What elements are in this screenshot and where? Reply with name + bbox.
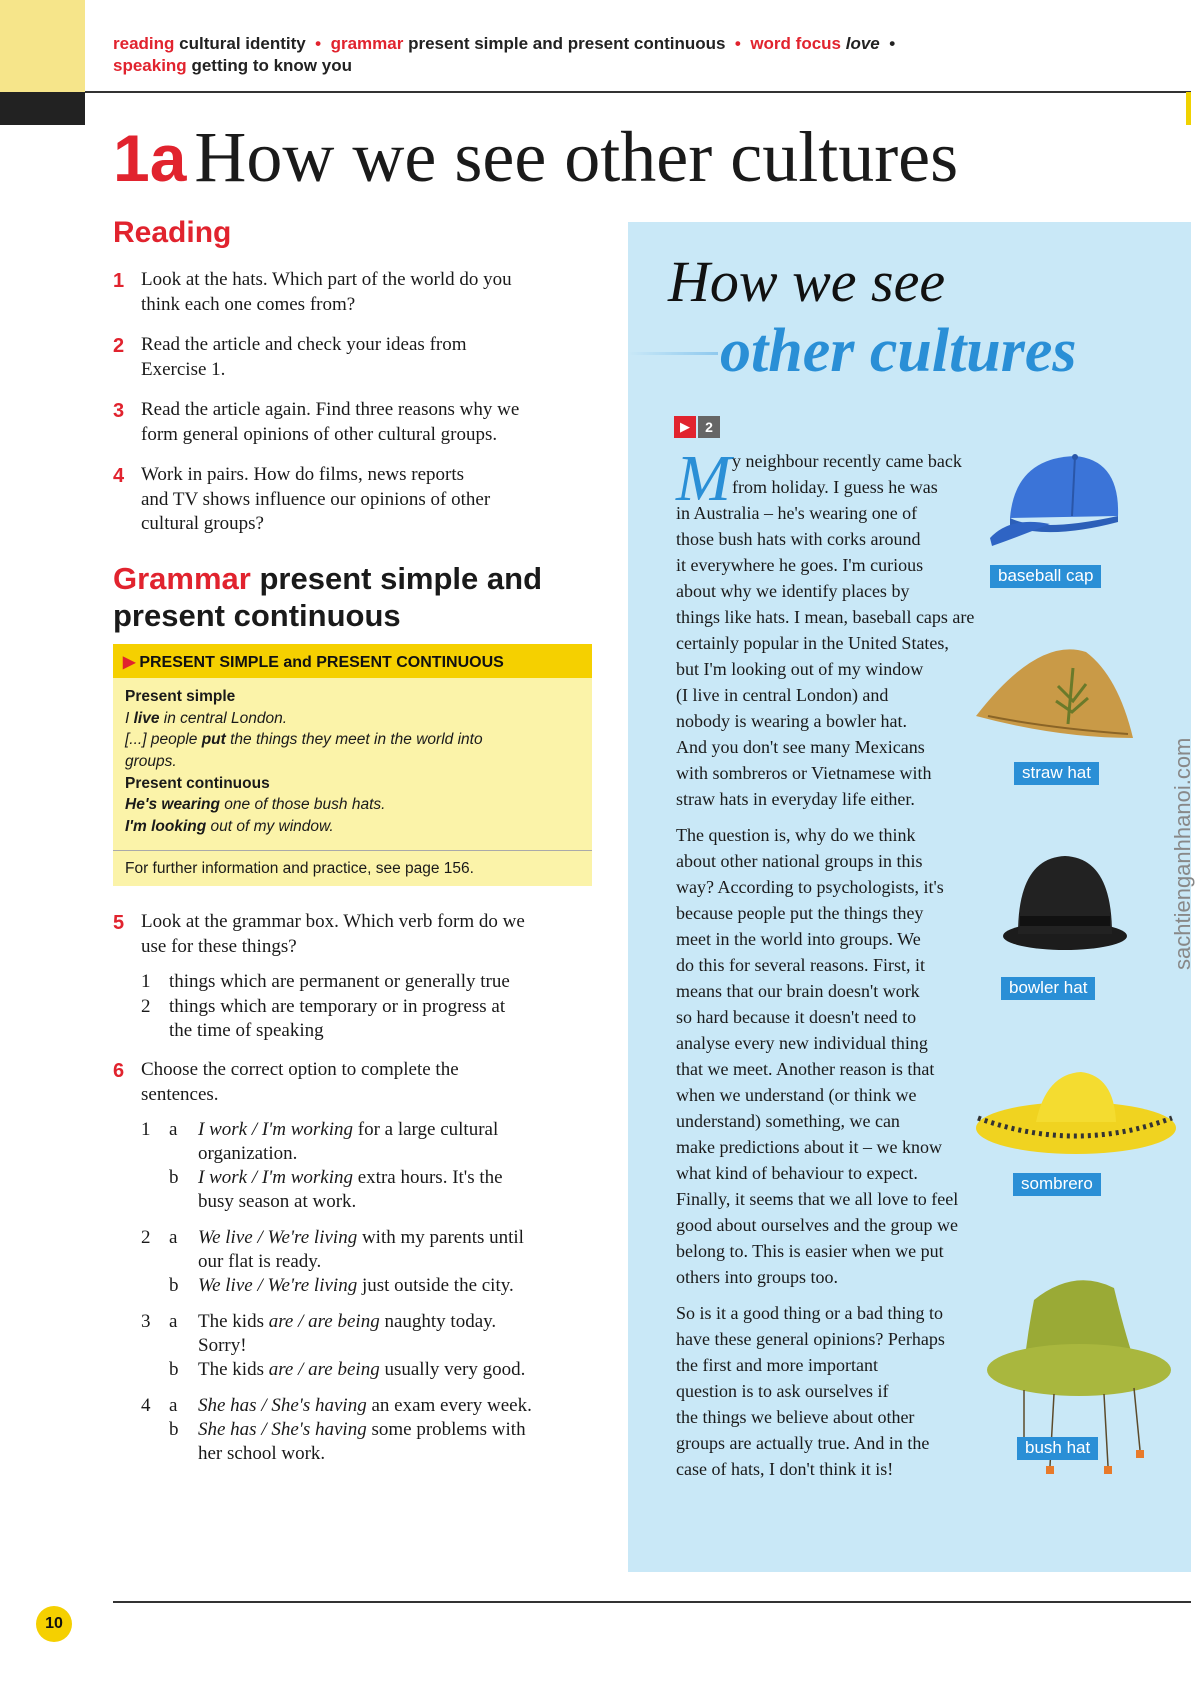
article-line: what kind of behaviour to expect. <box>676 1163 918 1183</box>
item-text: things which are permanent or generally true <box>169 971 510 992</box>
sentence-text: just outside the city. <box>357 1275 514 1296</box>
example-verb: He's wearing <box>125 796 220 814</box>
grammar-heading-topic: present simple and <box>259 561 543 596</box>
present-continuous-label: Present continuous <box>125 774 270 792</box>
lesson-number: 1a <box>113 121 187 195</box>
grammar-box-reference: For further information and practice, see page 156. <box>113 850 592 878</box>
sentence-text: organization. <box>198 1143 298 1164</box>
exercise-line: cultural groups? <box>141 513 264 535</box>
exercise-number: 3 <box>113 400 125 422</box>
example-text: one of those bush hats. <box>220 796 386 814</box>
sentence-text: naughty today. <box>379 1311 497 1332</box>
overview-label-reading: reading <box>113 34 175 53</box>
example-text: groups. <box>125 753 177 771</box>
item-letter: b <box>169 1359 179 1380</box>
reading-heading: Reading <box>113 216 232 249</box>
exercise-line: sentences. <box>141 1083 219 1105</box>
example-verb: live <box>133 709 160 727</box>
exercise-line: form general opinions of other cultural groups. <box>141 423 498 445</box>
item-number: 4 <box>141 1395 151 1416</box>
hat-label-sombrero: sombrero <box>1013 1173 1101 1196</box>
item-sentence <box>198 1118 498 1143</box>
sentence-text: some problems with <box>366 1419 526 1440</box>
audio-track-button[interactable] <box>674 416 720 438</box>
article-line: analyse every new individual thing <box>676 1033 928 1053</box>
page-number: 10 <box>36 1606 72 1642</box>
exercise-line: Work in pairs. How do films, news reports <box>141 464 465 485</box>
article-line: make predictions about it – we know <box>676 1137 942 1157</box>
article-line: nobody is wearing a bowler hat. <box>676 711 907 731</box>
overview-text: love <box>845 34 880 53</box>
sentence-text: our flat is ready. <box>198 1251 322 1272</box>
article-line: belong to. This is easier when we put <box>676 1241 944 1261</box>
overview-text: present simple and present continuous <box>408 34 726 53</box>
item-sentence <box>198 1274 514 1299</box>
example-sentence <box>125 729 582 772</box>
example-text: out of my window. <box>206 818 334 836</box>
grammar-heading-label: Grammar <box>113 561 251 596</box>
exercise-number: 1 <box>113 270 125 292</box>
overview-text: cultural identity <box>179 34 306 53</box>
article-line: y neighbour recently came back <box>732 451 962 471</box>
hat-label-baseball-cap: baseball cap <box>990 565 1101 588</box>
item-sentence <box>198 1358 525 1383</box>
article-line: So is it a good thing or a bad thing to <box>676 1303 943 1323</box>
option-choice[interactable]: I work / I'm working <box>198 1167 353 1188</box>
option-choice[interactable]: She has / She's having <box>198 1419 367 1440</box>
hat-label-bowler-hat: bowler hat <box>1001 977 1095 1000</box>
page-title <box>113 118 958 197</box>
grammar-box-title: PRESENT SIMPLE and PRESENT CONTINUOUS <box>139 654 504 671</box>
article-line: have these general opinions? Perhaps <box>676 1329 945 1349</box>
track-number: 2 <box>698 416 720 438</box>
example-verb: put <box>201 731 226 749</box>
sentence-text: an exam every week. <box>366 1395 532 1416</box>
item-number: 1 <box>141 1119 151 1140</box>
overview-label-grammar: grammar <box>330 34 404 53</box>
article-line: the things we believe about other <box>676 1407 915 1427</box>
article-line: question is to ask ourselves if <box>676 1381 889 1401</box>
option-choice[interactable]: She has / She's having <box>198 1395 367 1416</box>
article-line: (I live in central London) and <box>676 685 889 705</box>
article-line: case of hats, I don't think it is! <box>676 1459 894 1479</box>
item-letter: a <box>169 1311 178 1332</box>
exercise-line: Read the article and check your ideas from <box>141 334 467 355</box>
item-sentence <box>198 1226 524 1251</box>
grammar-heading <box>113 560 583 634</box>
unit-overview-line1 <box>113 34 895 54</box>
exercise-line: use for these things? <box>141 935 297 957</box>
sentence-text: extra hours. It's the <box>353 1167 503 1188</box>
item-text: things which are temporary or in progress at <box>169 996 506 1017</box>
option-choice[interactable]: I work / I'm working <box>198 1119 353 1140</box>
article-line: do this for several reasons. First, it <box>676 955 925 975</box>
bottom-rule <box>113 1601 1191 1603</box>
bowler-hat-image <box>1000 848 1130 958</box>
exercise-line: and TV shows influence our opinions of other <box>141 488 491 510</box>
exercise-6 <box>113 1058 593 1107</box>
item-sentence <box>198 1394 532 1419</box>
sentence-text: for a large cultural <box>353 1119 499 1140</box>
option-choice[interactable]: We live / We're living <box>198 1227 358 1248</box>
exercise-line: Look at the grammar box. Which verb form do we <box>141 911 525 932</box>
article-line: because people put the things they <box>676 903 924 923</box>
article-title-line1: How we see <box>668 249 946 314</box>
option-choice[interactable]: We live / We're living <box>198 1275 358 1296</box>
sentence-text: The kids <box>198 1359 269 1380</box>
example-text: [...] people <box>125 731 202 749</box>
article-line: straw hats in everyday life either. <box>676 789 915 809</box>
sentence-text: her school work. <box>198 1443 326 1464</box>
item-number: 2 <box>141 996 151 1017</box>
item-letter: b <box>169 1419 179 1440</box>
example-sentence <box>125 794 582 816</box>
exercise-line: think each one comes from? <box>141 293 356 315</box>
exercise-line: Exercise 1. <box>141 358 226 380</box>
article-line: that we meet. Another reason is that <box>676 1059 935 1079</box>
unit-overview-line2 <box>113 56 352 76</box>
article-line: way? According to psychologists, it's <box>676 877 944 897</box>
article-line: means that our brain doesn't work <box>676 981 920 1001</box>
item-text: the time of speaking <box>169 1020 324 1041</box>
article-line: things like hats. I mean, baseball caps are <box>676 607 975 627</box>
item-sentence <box>198 1418 526 1443</box>
article-line: when we understand (or think we <box>676 1085 917 1105</box>
article-line: the first and more important <box>676 1355 878 1375</box>
example-text: I <box>125 709 134 727</box>
article-line: about why we identify places by <box>676 581 910 601</box>
article-line: from holiday. I guess he was <box>732 477 938 497</box>
lesson-title: How we see other cultures <box>194 117 959 197</box>
play-icon[interactable]: ▶ <box>674 416 696 438</box>
right-tab-marker <box>1186 92 1191 125</box>
corner-black-block <box>0 92 85 125</box>
article-line: groups are actually true. And in the <box>676 1433 930 1453</box>
article-line: but I'm looking out of my window <box>676 659 924 679</box>
exercise-number: 2 <box>113 335 125 357</box>
article-title-line2: other cultures <box>720 317 1077 385</box>
example-sentence <box>125 708 582 730</box>
exercise-1 <box>113 268 593 317</box>
grammar-box <box>113 644 592 886</box>
exercise-3 <box>113 398 593 447</box>
item-number: 1 <box>141 971 151 992</box>
example-text: in central London. <box>159 709 288 727</box>
baseball-cap-image <box>980 438 1130 558</box>
item-letter: b <box>169 1167 179 1188</box>
exercise-line: Read the article again. Find three reasons why we <box>141 399 520 420</box>
exercise-number: 5 <box>113 912 125 934</box>
article-line: in Australia – he's wearing one of <box>676 503 918 523</box>
triangle-arrow-icon: ▶ <box>123 654 136 671</box>
article-line: those bush hats with corks around <box>676 529 921 549</box>
sentence-text: usually very good. <box>379 1359 526 1380</box>
grammar-box-body <box>113 678 592 838</box>
exercise-number: 6 <box>113 1060 125 1082</box>
option-choice[interactable]: are / are being <box>268 1359 380 1380</box>
article-line: The question is, why do we think <box>676 825 916 845</box>
sentence-text: Sorry! <box>198 1335 247 1356</box>
corner-yellow-block <box>0 0 85 92</box>
exercise-number: 4 <box>113 465 125 487</box>
item-letter: a <box>169 1395 178 1416</box>
item-sentence <box>198 1166 503 1191</box>
exercise-4 <box>113 463 593 537</box>
article-line: certainly popular in the United States, <box>676 633 949 653</box>
overview-text: getting to know you <box>191 56 352 75</box>
straw-hat-image <box>968 646 1138 746</box>
sentence-text: with my parents until <box>357 1227 524 1248</box>
bullet: • <box>315 34 322 53</box>
top-rule <box>85 91 1191 93</box>
exercise-line: Look at the hats. Which part of the world do you <box>141 269 512 290</box>
example-verb: I'm looking <box>125 818 207 836</box>
article-line: others into groups too. <box>676 1267 838 1287</box>
grammar-heading-topic: present continuous <box>113 598 401 634</box>
article-line: Finally, it seems that we all love to feel <box>676 1189 959 1209</box>
article-line: with sombreros or Vietnamese with <box>676 763 932 783</box>
article-line: And you don't see many Mexicans <box>676 737 925 757</box>
drop-cap: M <box>676 442 731 515</box>
example-sentence <box>125 816 582 838</box>
example-text: the things they meet in the world into <box>225 731 483 749</box>
item-number: 2 <box>141 1227 151 1248</box>
sentence-text: The kids <box>198 1311 269 1332</box>
article-line: it everywhere he goes. I'm curious <box>676 555 924 575</box>
exercise-5 <box>113 910 593 959</box>
bullet: • <box>734 34 741 53</box>
exercise-line: Choose the correct option to complete the <box>141 1059 459 1080</box>
item-sentence <box>198 1310 496 1335</box>
overview-label-word-focus: word focus <box>750 34 841 53</box>
option-choice[interactable]: are / are being <box>268 1311 380 1332</box>
hat-label-straw-hat: straw hat <box>1014 762 1099 785</box>
exercise-2 <box>113 333 593 382</box>
article-line: understand) something, we can <box>676 1111 900 1131</box>
grammar-box-header <box>113 644 592 678</box>
watermark: sachtienganhhanoi.com <box>1170 737 1195 970</box>
sombrero-image <box>966 1066 1186 1176</box>
overview-label-speaking: speaking <box>113 56 187 75</box>
item-letter: a <box>169 1119 178 1140</box>
article-line: so hard because it doesn't need to <box>676 1007 917 1027</box>
item-number: 3 <box>141 1311 151 1332</box>
item-letter: b <box>169 1275 179 1296</box>
article-line: about other national groups in this <box>676 851 923 871</box>
sentence-text: busy season at work. <box>198 1191 357 1212</box>
article-line: meet in the world into groups. We <box>676 929 921 949</box>
present-simple-label: Present simple <box>125 688 236 705</box>
article-line: good about ourselves and the group we <box>676 1215 958 1235</box>
item-letter: a <box>169 1227 178 1248</box>
title-streak <box>628 352 718 355</box>
bullet: • <box>889 34 896 53</box>
hat-label-bush-hat: bush hat <box>1017 1437 1098 1460</box>
